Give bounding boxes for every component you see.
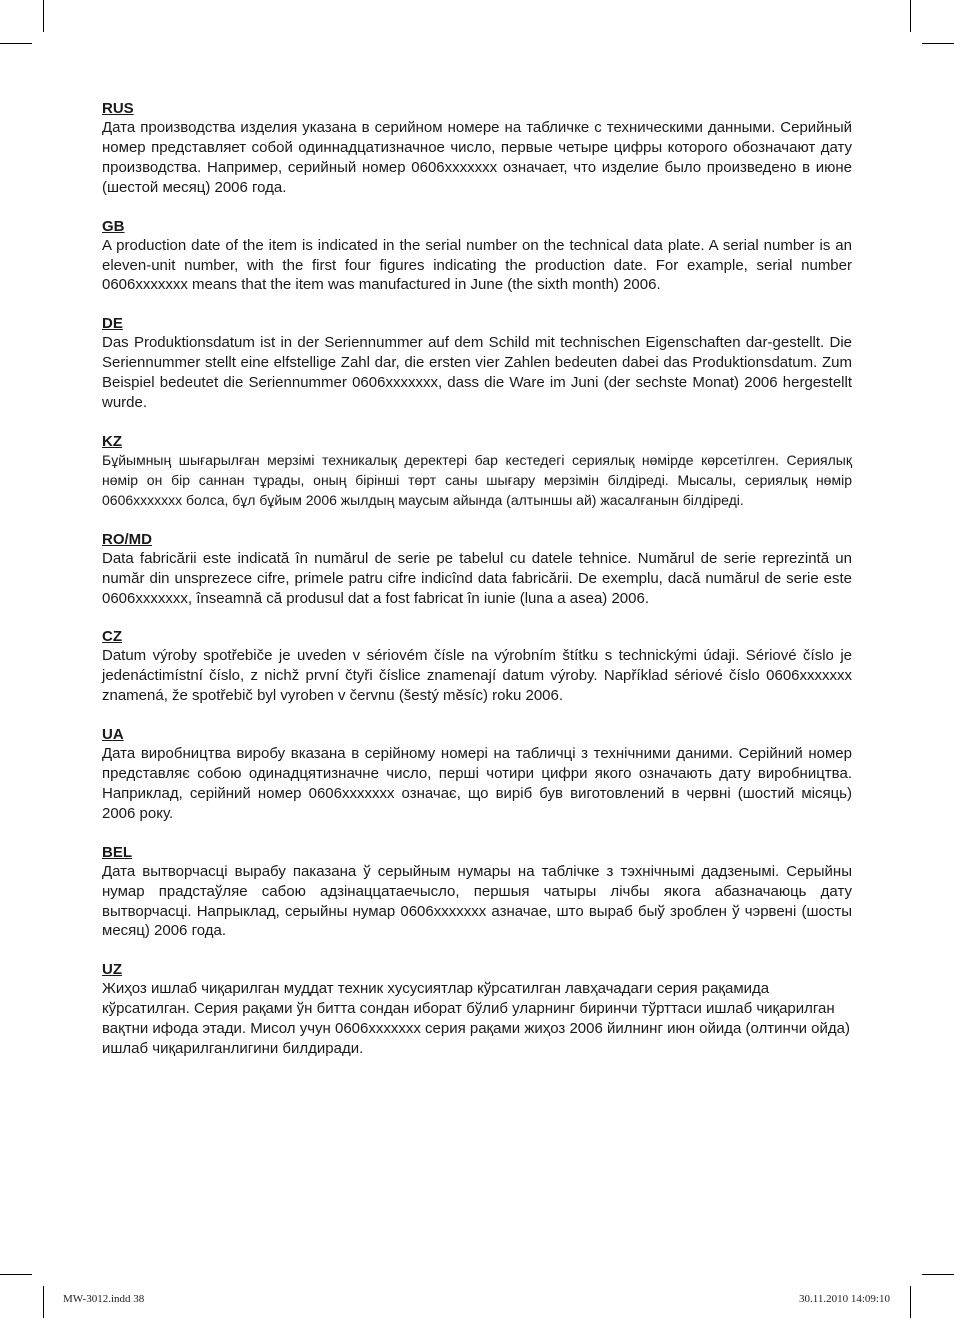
section-cz: [102, 627, 852, 706]
crop-mark: [0, 43, 32, 44]
crop-mark: [0, 1274, 32, 1275]
crop-mark: [43, 1286, 44, 1318]
section-ro-md: [102, 530, 852, 609]
section-heading: CZ: [102, 628, 122, 646]
section-heading: RUS: [102, 100, 134, 117]
crop-mark: [922, 1274, 954, 1275]
section-de: [102, 314, 852, 413]
section-text: Das Produktionsdatum ist in der Seriennummer auf dem Schild mit technischen Eigenschaften dar-gestellt. Die Seriennummer stellt eine elfstellige Zahl dar, die ersten vier Zahlen bedeuten dabei das Produktionsdatum. Zum Beispiel bedeutet die Seriennummer 0606xxxxxxx, dass die Ware im Juni (der sechste Monat) 2006 hergestellt wurde.: [102, 334, 852, 412]
section-text: A production date of the item is indicated in the serial number on the technical data plate. A serial number is an eleven-unit number, with the first four figures indicating the production date. For example, serial number 0606xxxxxxx means that the item was manufactured in June (the sixth month) 2006.: [102, 236, 852, 294]
section-bel: [102, 843, 852, 942]
section-text: Жиҳоз ишлаб чиқарилган муддат техник хусусиятлар кўрсатилган лавҳачадаги серия рақамида кўрсатилган. Серия рақами ўн битта сондан иборат бўлиб уларнинг биринчи тўрттаси ишлаб чиқарилган вақтни ифода этади. Мисол учун 0606xxxxxxx серия рақами жиҳоз 2006 йилнинг июн ойида (олтинчи ойда) ишлаб чиқарилганлигини билдиради.: [102, 980, 850, 1058]
footer-file-slug: MW-3012.indd 38: [63, 1293, 145, 1305]
crop-mark: [910, 0, 911, 32]
section-text: Datum výroby spotřebiče je uveden v sériovém čísle na výrobním štítku s technickými údaji. Sériové číslo je jedenáctimístní číslo, z nichž první čtyři číslice znamenají datum výroby. Například sériové číslo 0606xxxxxxx znamená, že spotřebič byl vyroben v červnu (šestý měsíc) roku 2006.: [102, 647, 852, 705]
section-heading: DE: [102, 315, 123, 333]
crop-mark: [922, 43, 954, 44]
crop-mark: [43, 0, 44, 32]
section-text: Дата производства изделия указана в серийном номере на табличке с техническими данными. Серийный номер представляет собой одиннадцатизначное число, первые четыре цифры которого обозначают дату производства. Например, серийный номер 0606xxxxxxx означает, что изделие было произведено в июне (шестой месяц) 2006 года.: [102, 119, 852, 196]
section-heading: UZ: [102, 961, 122, 979]
section-text: Дата вытворчасці вырабу паказана ў серыйным нумары на таблічке з тэхнічнымі дадзенымі. Серыйны нумар прадстаўляе сабою адзінаццатаечысло, першыя чатыры лічбы якога абазначаюць дату вытворчасці. Напрыклад, серыйны нумар 0606xxxxxxx азначае, што выраб быў зроблен ў чэрвені (шосты месяц) 2006 года.: [102, 862, 852, 940]
document-body: [102, 99, 852, 1078]
section-heading: KZ: [102, 432, 122, 450]
section-heading: BEL: [102, 843, 132, 861]
section-text: Дата виробництва виробу вказана в серійному номері на табличці з технічними даними. Серійний номер представляє собою одинадцятизначне число, перші чотири цифри якого означають дату виробництва. Наприклад, серійний номер 0606xxxxxxx означає, що виріб був виготовлений в червні (шостий місяць) 2006 року.: [102, 745, 852, 822]
section-rus: [102, 99, 852, 198]
crop-mark: [910, 1286, 911, 1318]
section-heading: UA: [102, 726, 124, 744]
section-text: Data fabricării este indicată în numărul de serie pe tabelul cu datele tehnice. Numărul de serie reprezintă un număr din unsprezece cifre, primele patru cifre indicînd data fabricării. De exemplu, dacă numărul de serie este 0606xxxxxxx, înseamnă că produsul dat a fost fabricat în iunie (luna a asea) 2006.: [102, 549, 852, 607]
section-heading: GB: [102, 217, 125, 235]
section-kz: [102, 432, 852, 511]
section-uz: [102, 960, 852, 1059]
section-ua: [102, 725, 852, 824]
section-gb: [102, 217, 852, 296]
section-heading: RO/MD: [102, 530, 152, 548]
section-text: Бұйымның шығарылған мерзімі техникалық деректері бар кестедегі сериялық нөмірде көрсетілген. Сериялық нөмір он бір саннан тұрады, оның бірінші төрт саны шығару мерзімін білдіреді. Мысалы, сериялық нөмір 0606xxxxxxx болса, бұл бұйым 2006 жылдың маусым айында (алтыншы ай) жасалғанын білдіреді.: [102, 451, 852, 508]
footer-timestamp: 30.11.2010 14:09:10: [799, 1293, 890, 1305]
